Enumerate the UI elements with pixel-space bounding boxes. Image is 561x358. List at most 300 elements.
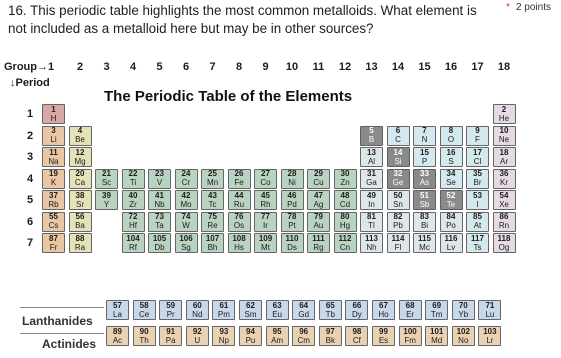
element-symbol: N	[421, 135, 428, 144]
element-cell	[387, 233, 410, 253]
atomic-number: 110	[285, 233, 299, 243]
element-symbol: Sr	[76, 199, 84, 209]
element-symbol: Co	[260, 178, 271, 187]
element-cell	[360, 147, 383, 167]
element-symbol: Rf	[129, 242, 137, 252]
element-cell	[399, 326, 422, 346]
atomic-number: 100	[403, 326, 417, 336]
lanthanides-label: Lanthanides	[22, 314, 93, 328]
element-cell	[122, 212, 145, 232]
element-cell	[440, 147, 463, 167]
required-star-icon: *	[506, 2, 510, 13]
atomic-number: 72	[128, 212, 138, 221]
element-symbol: Ra	[74, 242, 86, 252]
element-cell	[345, 326, 368, 346]
atomic-number: 30	[340, 169, 350, 178]
atomic-number: 4	[77, 126, 83, 135]
element-cell	[345, 300, 368, 320]
element-cell	[493, 147, 516, 167]
atomic-number: 71	[485, 300, 495, 310]
actinides-label: Actinides	[42, 337, 97, 351]
element-cell	[148, 212, 171, 232]
atomic-number: 15	[420, 147, 429, 157]
element-symbol: Nd	[192, 309, 203, 319]
element-symbol: Be	[75, 135, 85, 144]
element-symbol: S	[448, 156, 454, 166]
element-cell	[281, 169, 304, 189]
atomic-number: 68	[405, 300, 415, 310]
group-number: 5	[156, 61, 163, 73]
element-cell	[254, 169, 277, 189]
element-cell	[466, 126, 489, 146]
atomic-number: 27	[261, 169, 270, 178]
element-symbol: Db	[154, 242, 165, 252]
element-symbol: Na	[48, 156, 59, 166]
element-cell	[254, 190, 277, 210]
element-cell	[387, 190, 410, 210]
element-cell	[307, 190, 330, 210]
element-symbol: P	[421, 156, 428, 166]
element-cell	[228, 190, 251, 210]
element-cell	[254, 212, 277, 232]
element-symbol: Fe	[234, 178, 244, 187]
element-cell	[319, 300, 342, 320]
element-symbol: Og	[498, 242, 510, 252]
atomic-number: 76	[234, 212, 244, 221]
element-cell	[42, 190, 65, 210]
element-symbol: Hg	[339, 221, 351, 230]
element-symbol: Sm	[244, 309, 257, 319]
element-cell	[266, 300, 289, 320]
atomic-number: 77	[261, 212, 270, 221]
element-cell	[307, 169, 330, 189]
element-symbol: Er	[406, 309, 415, 319]
group-number: 18	[497, 61, 511, 73]
element-symbol: Rg	[313, 242, 324, 252]
element-symbol: Ba	[75, 221, 85, 230]
element-cell	[106, 326, 129, 346]
atomic-number: 48	[340, 190, 350, 200]
atomic-number: 25	[208, 169, 217, 178]
element-symbol: Os	[233, 221, 245, 230]
atomic-number: 42	[181, 190, 191, 200]
atomic-number: 67	[379, 300, 388, 310]
atomic-number: 60	[192, 300, 202, 310]
element-symbol: Fr	[49, 242, 58, 252]
element-cell	[239, 300, 262, 320]
atomic-number: 102	[456, 326, 470, 336]
element-symbol: K	[50, 178, 57, 187]
element-symbol: Au	[313, 221, 324, 230]
element-symbol: Pb	[393, 221, 403, 230]
element-symbol: Re	[207, 221, 218, 230]
group-number: 7	[209, 61, 216, 73]
atomic-number: 9	[475, 126, 480, 135]
atomic-number: 75	[208, 212, 217, 221]
question-number: 16.	[8, 3, 27, 18]
element-cell	[387, 212, 410, 232]
element-cell	[399, 300, 422, 320]
element-cell	[228, 233, 251, 253]
group-number: 8	[235, 61, 243, 73]
element-cell	[148, 169, 171, 189]
element-symbol: Ho	[378, 309, 389, 319]
element-cell	[493, 190, 516, 210]
period-number: 1	[26, 108, 34, 120]
element-symbol: Ta	[155, 221, 164, 230]
element-symbol: Ca	[74, 178, 86, 187]
atomic-number: 47	[314, 190, 323, 200]
element-cell	[387, 147, 410, 167]
period-number: 6	[26, 215, 34, 228]
element-symbol: Tl	[368, 221, 375, 230]
element-symbol: Ti	[129, 178, 137, 187]
element-cell	[413, 147, 436, 167]
element-cell	[281, 233, 304, 253]
atomic-number: 39	[102, 190, 111, 200]
element-cell	[175, 190, 198, 210]
element-symbol: Rn	[498, 221, 510, 230]
group-number: 12	[338, 61, 352, 73]
element-symbol: He	[498, 113, 510, 123]
atomic-number: 98	[352, 326, 362, 336]
element-symbol: W	[182, 221, 190, 230]
atomic-number: 3	[51, 126, 56, 135]
element-symbol: Tm	[430, 309, 443, 319]
element-symbol: Ru	[233, 199, 245, 209]
element-cell	[440, 169, 463, 189]
element-symbol: Lv	[446, 242, 456, 252]
atomic-number: 8	[448, 126, 454, 135]
question-text	[8, 2, 478, 38]
atomic-number: 19	[49, 169, 58, 178]
element-cell	[133, 300, 156, 320]
element-symbol: In	[368, 199, 375, 209]
element-cell	[122, 233, 145, 253]
element-symbol: Ne	[498, 135, 510, 144]
atomic-number: 107	[205, 233, 220, 243]
atomic-number: 92	[192, 326, 202, 336]
element-cell	[201, 169, 224, 189]
atomic-number: 13	[367, 147, 376, 157]
group-number: 16	[444, 61, 458, 73]
atomic-number: 114	[391, 233, 405, 243]
atomic-number: 85	[473, 212, 482, 221]
element-cell	[69, 126, 92, 146]
element-symbol: Am	[271, 335, 284, 345]
atomic-number: 53	[473, 190, 482, 200]
element-cell	[292, 326, 315, 346]
atomic-number: 69	[432, 300, 442, 310]
element-symbol: As	[419, 178, 430, 187]
atomic-number: 81	[367, 212, 376, 221]
element-cell	[148, 190, 171, 210]
element-cell	[266, 326, 289, 346]
atomic-number: 58	[139, 300, 149, 310]
atomic-number: 21	[102, 169, 111, 178]
atomic-number: 16	[446, 147, 456, 157]
element-symbol: U	[194, 335, 201, 345]
element-cell	[466, 233, 489, 253]
element-symbol: Eu	[272, 309, 282, 319]
atomic-number: 23	[155, 169, 164, 178]
atomic-number: 64	[299, 300, 309, 310]
atomic-number: 40	[128, 190, 138, 200]
element-cell	[69, 233, 92, 253]
group-number: 9	[262, 61, 269, 73]
atomic-number: 83	[420, 212, 429, 221]
element-cell	[201, 212, 224, 232]
atomic-number: 38	[75, 190, 85, 200]
element-symbol: Ar	[500, 156, 508, 166]
element-cell	[281, 212, 304, 232]
atomic-number: 2	[501, 104, 507, 114]
element-symbol: Ni	[288, 178, 296, 187]
atomic-number: 26	[234, 169, 244, 178]
element-symbol: Se	[446, 178, 456, 187]
periodic-table-image	[0, 60, 561, 358]
group-number: 10	[285, 61, 299, 73]
atomic-number: 90	[139, 326, 149, 336]
atomic-number: 54	[499, 190, 509, 200]
atomic-number: 115	[418, 233, 431, 243]
period-axis-label: ↓Period	[10, 77, 50, 89]
element-cell	[478, 300, 501, 320]
atomic-number: 113	[365, 233, 378, 243]
element-symbol: Cs	[48, 221, 59, 230]
element-symbol: Mc	[419, 242, 430, 252]
element-cell	[201, 190, 224, 210]
element-cell	[159, 300, 182, 320]
element-cell	[372, 326, 395, 346]
element-symbol: Bk	[325, 335, 335, 345]
element-cell	[292, 300, 315, 320]
element-symbol: Li	[50, 135, 57, 144]
element-symbol: Sg	[181, 242, 191, 252]
element-symbol: Al	[367, 156, 376, 166]
atomic-number: 6	[395, 126, 401, 135]
element-symbol: Tc	[208, 199, 217, 209]
atomic-number: 24	[181, 169, 191, 178]
atomic-number: 84	[446, 212, 456, 221]
element-cell	[307, 233, 330, 253]
points-indicator	[506, 2, 551, 13]
group-number: 14	[391, 61, 405, 73]
atomic-number: 86	[499, 212, 509, 221]
element-cell	[159, 326, 182, 346]
element-symbol: B	[368, 135, 375, 144]
element-cell	[186, 300, 209, 320]
element-cell	[493, 233, 516, 253]
element-symbol: Xe	[499, 199, 509, 209]
group-number: 13	[365, 61, 378, 73]
element-symbol: Ag	[313, 199, 324, 209]
atomic-number: 95	[272, 326, 282, 336]
atomic-number: 55	[49, 212, 58, 221]
element-cell	[69, 190, 92, 210]
element-cell	[387, 126, 410, 146]
atomic-number: 62	[246, 300, 255, 310]
element-symbol: Nh	[366, 242, 377, 252]
period-number: 3	[26, 151, 34, 163]
element-symbol: Cl	[473, 156, 482, 166]
element-symbol: Pd	[287, 199, 297, 209]
element-cell	[122, 169, 145, 189]
atomic-number: 37	[49, 190, 58, 200]
atomic-number: 33	[420, 169, 429, 178]
element-symbol: Es	[378, 335, 389, 345]
atomic-number: 28	[287, 169, 297, 178]
element-cell	[69, 147, 92, 167]
element-symbol: Te	[446, 199, 456, 209]
element-symbol: I	[476, 199, 479, 209]
element-cell	[360, 169, 383, 189]
atomic-number: 35	[473, 169, 482, 178]
atomic-number: 74	[181, 212, 191, 221]
atomic-number: 117	[471, 233, 484, 243]
element-cell	[425, 326, 448, 346]
element-cell	[42, 147, 65, 167]
atomic-number: 29	[314, 169, 323, 178]
atomic-number: 91	[166, 326, 176, 336]
atomic-number: 61	[219, 300, 229, 310]
element-cell	[440, 190, 463, 210]
element-symbol: Cu	[313, 178, 324, 187]
element-symbol: Bi	[420, 221, 429, 230]
atomic-number: 73	[155, 212, 164, 221]
element-cell	[413, 212, 436, 232]
atomic-number: 108	[232, 233, 246, 243]
atomic-number: 87	[49, 233, 58, 243]
group-number: 3	[103, 61, 110, 73]
atomic-number: 78	[287, 212, 297, 221]
element-cell	[466, 169, 489, 189]
lanthanides-rule	[20, 307, 104, 308]
element-cell	[175, 233, 198, 253]
atomic-number: 41	[155, 190, 164, 200]
atomic-number: 65	[325, 300, 335, 310]
element-symbol: Lu	[485, 309, 495, 319]
element-cell	[493, 126, 516, 146]
element-symbol: Ge	[392, 178, 404, 187]
period-number: 2	[26, 129, 34, 142]
atomic-number: 1	[51, 104, 56, 114]
element-cell	[42, 126, 65, 146]
atomic-number: 103	[483, 326, 497, 336]
group-number: 2	[76, 61, 84, 73]
element-symbol: Fl	[394, 242, 402, 252]
element-cell	[440, 233, 463, 253]
atomic-number: 22	[128, 169, 138, 178]
element-cell	[466, 190, 489, 210]
atomic-number: 36	[499, 169, 509, 178]
element-cell	[95, 190, 118, 210]
atomic-number: 89	[113, 326, 122, 336]
element-cell	[42, 104, 65, 124]
atomic-number: 109	[258, 233, 273, 243]
atomic-number: 45	[261, 190, 270, 200]
group-number: 11	[312, 61, 325, 73]
group-number: 17	[471, 61, 484, 73]
atomic-number: 20	[75, 169, 85, 178]
atomic-number: 70	[458, 300, 468, 310]
element-symbol: Kr	[500, 178, 508, 187]
element-symbol: Hf	[129, 221, 137, 230]
element-cell	[201, 233, 224, 253]
element-symbol: At	[473, 221, 482, 230]
element-cell	[239, 326, 262, 346]
element-cell	[372, 300, 395, 320]
atomic-number: 96	[299, 326, 309, 336]
atomic-number: 11	[49, 147, 58, 157]
element-cell	[452, 326, 475, 346]
element-cell	[228, 212, 251, 232]
element-symbol: Lr	[486, 335, 494, 345]
element-symbol: Pm	[217, 309, 230, 319]
atomic-number: 49	[367, 190, 376, 200]
element-symbol: C	[395, 135, 401, 144]
atomic-number: 10	[499, 126, 509, 135]
element-cell	[175, 212, 198, 232]
element-cell	[69, 212, 92, 232]
element-symbol: Pa	[165, 335, 176, 345]
element-cell	[69, 169, 92, 189]
element-cell	[466, 147, 489, 167]
element-cell	[175, 169, 198, 189]
element-symbol: O	[447, 135, 455, 144]
element-cell	[42, 169, 65, 189]
atomic-number: 88	[75, 233, 85, 243]
atomic-number: 59	[166, 300, 176, 310]
atomic-number: 56	[75, 212, 85, 221]
element-symbol: Rb	[48, 199, 59, 209]
element-cell	[493, 212, 516, 232]
element-symbol: Ir	[263, 221, 268, 230]
atomic-number: 112	[338, 233, 352, 243]
element-cell	[440, 126, 463, 146]
atomic-number: 43	[208, 190, 217, 200]
element-symbol: Tb	[325, 309, 335, 319]
element-cell	[334, 169, 357, 189]
element-symbol: Ts	[473, 242, 482, 252]
element-symbol: Bh	[207, 242, 218, 252]
element-cell	[186, 326, 209, 346]
element-symbol: Sc	[101, 178, 112, 187]
element-cell	[334, 190, 357, 210]
element-symbol: Zn	[340, 178, 350, 187]
element-cell	[212, 326, 235, 346]
question-prompt: This periodic table highlights the most common metalloids. What element is not included as a metalloid here but may be in other sources?	[8, 3, 477, 36]
atomic-number: 18	[499, 147, 509, 157]
element-symbol: Po	[446, 221, 456, 230]
element-cell	[413, 233, 436, 253]
atomic-number: 7	[422, 126, 427, 135]
element-cell	[452, 300, 475, 320]
element-symbol: Cn	[339, 242, 351, 252]
atomic-number: 97	[325, 326, 335, 336]
element-symbol: Nb	[154, 199, 165, 209]
element-symbol: Fm	[404, 335, 416, 345]
element-symbol: F	[475, 135, 480, 144]
element-cell	[493, 104, 516, 124]
atomic-number: 52	[446, 190, 456, 200]
element-cell	[387, 169, 410, 189]
atomic-number: 51	[420, 190, 429, 200]
atomic-number: 116	[444, 233, 458, 243]
periodic-table-title: The Periodic Table of the Elements	[104, 88, 353, 105]
atomic-number: 32	[393, 169, 403, 178]
element-cell	[440, 212, 463, 232]
